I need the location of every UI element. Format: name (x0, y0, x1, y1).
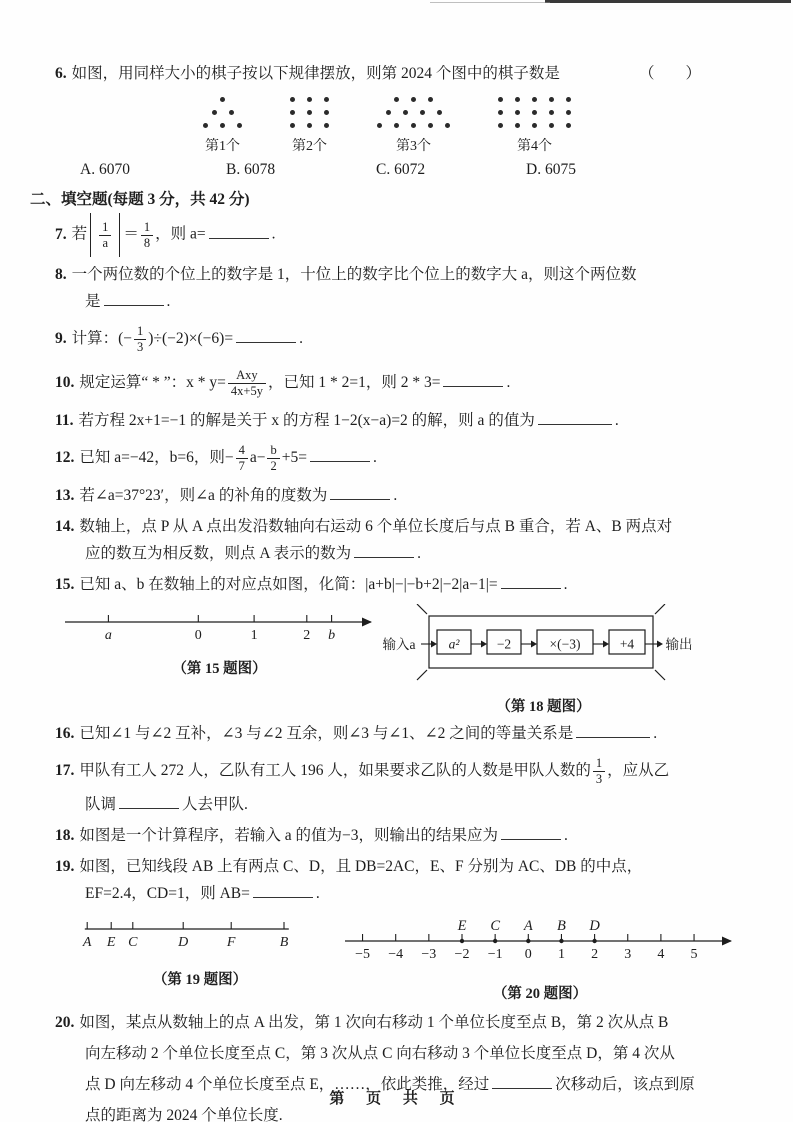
question-17-text-1: 甲队有工人 272 人，乙队有工人 196 人，如果要求乙队的人数是甲队人数的 (79, 762, 591, 779)
fraction-denominator: a (102, 235, 109, 250)
question-15-period: . (563, 576, 568, 593)
question-9-period: . (299, 330, 303, 347)
answer-blank (236, 327, 296, 343)
svg-text:B: B (557, 918, 566, 934)
pattern-dot (445, 123, 450, 128)
pattern-dot (411, 97, 416, 102)
fraction-b-over-2 (267, 443, 279, 474)
pattern-dot (566, 97, 571, 102)
question-20-number: 20. (55, 1014, 75, 1031)
figure-20-caption: （第 20 题图） (492, 986, 588, 1002)
figure-question-19 (80, 913, 320, 989)
question-10 (55, 363, 713, 403)
option-c: C. 6072 (376, 161, 426, 178)
pattern-dot (420, 110, 425, 115)
option-d: D. 6075 (526, 161, 576, 178)
svg-text:A: A (523, 918, 533, 934)
pattern-dot (515, 97, 520, 102)
question-11 (55, 407, 713, 434)
pattern-dot (324, 110, 329, 115)
question-10-number: 10. (55, 374, 75, 391)
svg-text:b: b (327, 628, 335, 643)
svg-text:1: 1 (557, 947, 565, 962)
pattern-dot (290, 123, 295, 128)
question-7-text-2: ＝ (123, 225, 139, 243)
pattern-dot (532, 97, 537, 102)
question-15 (55, 571, 713, 598)
answer-blank (576, 722, 650, 738)
pattern-dot (498, 110, 503, 115)
fraction-numerator: 1 (134, 324, 146, 340)
dot-pattern-label: 第4个 (517, 139, 552, 154)
number-line-question-15 (55, 604, 384, 655)
scan-artifact-bar (545, 0, 791, 3)
question-18-text: 如图是一个计算程序，若输入 a 的值为−3，则输出的结果应为 (79, 827, 498, 844)
question-6-options (80, 161, 713, 179)
answer-blank (209, 223, 269, 239)
svg-text:B: B (279, 935, 289, 950)
question-19-number: 19. (55, 858, 75, 875)
question-8 (55, 261, 713, 315)
figures-row-1 (55, 604, 713, 716)
question-14-text-2: 应的数互为相反数，则点 A 表示的数为 (85, 545, 352, 562)
question-12-period: . (372, 449, 377, 466)
answer-blank (354, 542, 414, 558)
question-7 (55, 213, 713, 257)
fraction-axy-over-4x-5y (228, 368, 266, 399)
question-17-text-3: 队调 (85, 796, 117, 813)
option-b: B. 6078 (226, 161, 276, 178)
fraction-denominator: 3 (137, 339, 144, 354)
svg-text:−3: −3 (421, 947, 437, 962)
scan-artifact-smudge (430, 2, 550, 3)
dot-pattern-label: 第3个 (396, 139, 431, 154)
pattern-dot (515, 110, 520, 115)
svg-text:−5: −5 (355, 947, 371, 962)
question-15-number: 15. (55, 576, 75, 593)
fraction-numerator: 1 (593, 756, 605, 772)
fraction-numerator: 4 (236, 443, 248, 459)
svg-text:F: F (226, 935, 236, 950)
pattern-dot (549, 123, 554, 128)
question-9-number: 9. (55, 330, 67, 347)
question-14-period: . (417, 545, 421, 562)
question-8-number: 8. (55, 266, 67, 283)
question-14-number: 14. (55, 518, 75, 535)
svg-text:2: 2 (591, 947, 599, 962)
svg-text:−4: −4 (388, 947, 404, 962)
question-10-period: . (506, 374, 511, 391)
svg-text:−1: −1 (487, 947, 503, 962)
pattern-dot (307, 110, 312, 115)
answer-blank (443, 371, 503, 387)
pattern-dot (307, 97, 312, 102)
fraction-4-over-7 (236, 443, 248, 474)
question-15-text: 已知 a、b 在数轴上的对应点如图，化简：|a+b|−|−b+2|−2|a−1|= (79, 576, 498, 593)
question-20-text-4: 次移动后，该点到原 (555, 1076, 695, 1093)
section-heading-fill-in-blanks: 二、填空题(每题 3 分，共 42 分) (30, 191, 250, 208)
pattern-dot (532, 123, 537, 128)
dot-pattern-group (377, 97, 450, 155)
svg-text:3: 3 (624, 947, 632, 962)
absolute-value-bars (90, 213, 120, 257)
fraction-denominator: 3 (595, 771, 603, 786)
question-11-text: 若方程 2x+1=−1 的解是关于 x 的方程 1−2(x−a)=2 的解，则 a 的值为 (78, 412, 535, 429)
question-12-text-3: +5= (281, 449, 307, 466)
question-6 (55, 60, 713, 87)
question-17-text-4: 人去甲队. (182, 796, 248, 813)
question-18-number: 18. (55, 827, 75, 844)
svg-text:a²: a² (448, 636, 459, 652)
pattern-dot (394, 97, 399, 102)
question-18 (55, 822, 713, 849)
svg-text:D: D (178, 935, 189, 950)
dot-pattern-group (290, 97, 329, 155)
pattern-dot (212, 110, 217, 115)
answer-blank (330, 484, 390, 500)
question-13 (55, 482, 713, 509)
question-6-text (55, 60, 560, 87)
question-20-text-5: 点的距离为 2024 个单位长度. (85, 1107, 283, 1122)
pattern-dot (498, 97, 503, 102)
question-9 (55, 319, 713, 359)
svg-text:×(−3): ×(−3) (549, 636, 580, 652)
question-20-text-2: 向左移动 2 个单位长度至点 C，第 3 次从点 C 向右移动 3 个单位长度至点 D，第 4 次从 (85, 1045, 675, 1062)
question-19-text-2: EF=2.4，CD=1，则 AB= (85, 885, 250, 902)
figure-question-15 (55, 604, 384, 678)
svg-text:输出: 输出 (665, 637, 692, 652)
question-13-period: . (393, 487, 398, 504)
fraction-numerator: Axy (228, 368, 266, 384)
pattern-dot (437, 110, 442, 115)
dot-pattern-label: 第1个 (205, 139, 240, 154)
fraction-1-over-a (99, 220, 111, 251)
question-9-text-2: )÷(−2)×(−6)= (148, 330, 234, 347)
pattern-dot (394, 123, 399, 128)
svg-text:C: C (128, 935, 138, 950)
question-8-line-1 (55, 261, 713, 288)
flowchart-question-18 (374, 604, 713, 693)
segment-diagram-question-19 (80, 913, 320, 966)
question-7-text-1: 若 (71, 225, 88, 243)
pattern-dot (307, 123, 312, 128)
svg-text:a: a (104, 628, 112, 643)
figure-15-caption: （第 15 题图） (172, 661, 267, 677)
answer-blank (253, 882, 313, 898)
pattern-dot (428, 97, 433, 102)
svg-text:输入a: 输入a (382, 637, 415, 652)
question-12-text-2: a− (249, 449, 266, 466)
figures-row-2 (55, 913, 713, 1003)
pattern-dot (220, 123, 225, 128)
question-19-line-1 (55, 853, 713, 880)
pattern-dot (549, 97, 554, 102)
question-8-line-2 (85, 288, 713, 315)
fraction-1-over-3 (593, 756, 605, 787)
question-13-text: 若∠a=37°23′，则∠a 的补角的度数为 (79, 487, 328, 504)
question-19-text-1: 如图，已知线段 AB 上有两点 C、D，且 DB=2AC，E、F 分别为 AC、DB 的中点， (79, 858, 643, 875)
question-7-period: . (271, 225, 276, 243)
answer-blank (104, 290, 164, 306)
svg-text:E: E (457, 918, 467, 934)
figure-18-caption: （第 18 题图） (496, 699, 591, 715)
question-11-number: 11. (55, 412, 74, 429)
svg-text:1: 1 (250, 628, 258, 643)
question-7-number: 7. (55, 225, 67, 243)
question-10-text-1: 规定运算“ * ”：x * y= (79, 374, 226, 391)
answer-blank (310, 446, 370, 462)
pattern-dot (403, 110, 408, 115)
svg-text:+4: +4 (619, 636, 634, 652)
pattern-dot (566, 123, 571, 128)
question-14 (55, 513, 713, 567)
fraction-denominator: 4x+5y (230, 383, 263, 398)
question-18-period: . (564, 827, 568, 844)
svg-text:C: C (490, 918, 500, 934)
question-13-number: 13. (55, 487, 75, 504)
fraction-numerator: 1 (141, 220, 153, 236)
figure-question-6-dot-patterns (203, 97, 713, 155)
svg-text:E: E (106, 935, 116, 950)
fraction-1-over-8 (141, 220, 153, 251)
question-7-text-3: ，则 a= (155, 225, 206, 243)
answer-blank (501, 824, 561, 840)
question-16-period: . (653, 725, 658, 742)
answer-blank (119, 793, 179, 809)
question-20-text-3: 点 D 向左移动 4 个单位长度至点 E，……，依此类推，经过 (85, 1076, 490, 1093)
question-19-period: . (315, 885, 320, 902)
svg-text:5: 5 (690, 947, 698, 962)
svg-text:2: 2 (302, 628, 310, 643)
question-14-line-2 (85, 540, 713, 567)
question-14-text-1: 数轴上，点 P 从 A 点出发沿数轴向右运动 6 个单位长度后与点 B 重合，若 A、B 两点对 (79, 518, 673, 535)
question-17-line-1 (55, 751, 713, 791)
svg-text:A: A (82, 935, 92, 950)
question-6-number: 6. (55, 65, 67, 82)
question-12-text-1: 已知 a=−42，b=6，则− (79, 449, 234, 466)
question-8-text-1: 一个两位数的个位上的数字是 1，十位上的数字比个位上的数字大 a，则这个两位数 (71, 266, 637, 283)
question-10-text-2: ，已知 1 * 2=1，则 2 * 3= (267, 374, 441, 391)
question-19-line-2 (85, 880, 713, 907)
question-17-number: 17. (55, 762, 75, 779)
question-17 (55, 751, 713, 818)
answer-blank (501, 573, 561, 589)
question-19 (55, 853, 713, 907)
pattern-dot (324, 123, 329, 128)
pattern-dot (515, 123, 520, 128)
dot-pattern-group (203, 97, 242, 155)
question-8-text-2: 是 (85, 293, 101, 310)
question-8-period: . (166, 293, 171, 310)
figure-question-18 (374, 604, 713, 716)
pattern-dot (428, 123, 433, 128)
svg-text:−2: −2 (454, 947, 470, 962)
question-20-text-1: 如图，某点从数轴上的点 A 出发，第 1 次向右移动 1 个单位长度至点 B，第 2 次从点 B (79, 1014, 669, 1031)
pattern-dot (203, 123, 208, 128)
fraction-denominator: 8 (143, 235, 151, 250)
pattern-dot (411, 123, 416, 128)
pattern-dot (290, 110, 295, 115)
pattern-dot (324, 97, 329, 102)
option-a: A. 6070 (80, 161, 130, 178)
question-20-line-1 (55, 1007, 713, 1038)
figure-question-20 (345, 913, 735, 1003)
dot-pattern-group (498, 97, 571, 155)
question-17-text-2: ，应从乙 (607, 762, 670, 779)
pattern-dot (386, 110, 391, 115)
pattern-dot (290, 97, 295, 102)
svg-text:−2: −2 (496, 636, 511, 652)
number-line-question-20 (345, 913, 735, 980)
fraction-denominator: 2 (270, 458, 277, 473)
answer-bracket: （ ） (638, 65, 701, 82)
fraction-denominator: 7 (238, 458, 245, 473)
question-16-number: 16. (55, 725, 75, 742)
question-14-line-1 (55, 513, 713, 540)
figure-19-caption: （第 19 题图） (152, 972, 248, 988)
question-6-stem: 如图，用同样大小的棋子按以下规律摆放，则第 2024 个图中的棋子数是 (71, 65, 560, 82)
page-footer: 第 页 共 页 (329, 1091, 464, 1107)
question-9-text-1: 计算：(− (71, 330, 133, 347)
svg-text:0: 0 (524, 947, 532, 962)
fraction-numerator: b (267, 443, 279, 459)
question-12-number: 12. (55, 449, 75, 466)
pattern-dot (229, 110, 234, 115)
pattern-dot (532, 110, 537, 115)
svg-text:D: D (589, 918, 600, 934)
svg-text:4: 4 (657, 947, 665, 962)
pattern-dot (220, 97, 225, 102)
pattern-dot (377, 123, 382, 128)
pattern-dot (498, 123, 503, 128)
pattern-dot (566, 110, 571, 115)
svg-text:0: 0 (194, 628, 202, 643)
question-16 (55, 720, 713, 747)
pattern-dot (237, 123, 242, 128)
pattern-dot (549, 110, 554, 115)
question-11-period: . (614, 412, 619, 429)
question-17-line-2 (85, 791, 713, 818)
question-16-text: 已知∠1 与∠2 互补，∠3 与∠2 互余，则∠3 与∠1、∠2 之间的等量关系是 (79, 725, 574, 742)
fraction-numerator: 1 (99, 220, 111, 236)
answer-blank (538, 409, 612, 425)
fraction-1-over-3 (134, 324, 146, 355)
question-20-line-2 (85, 1038, 713, 1069)
question-12 (55, 438, 713, 478)
dot-pattern-label: 第2个 (292, 139, 327, 154)
